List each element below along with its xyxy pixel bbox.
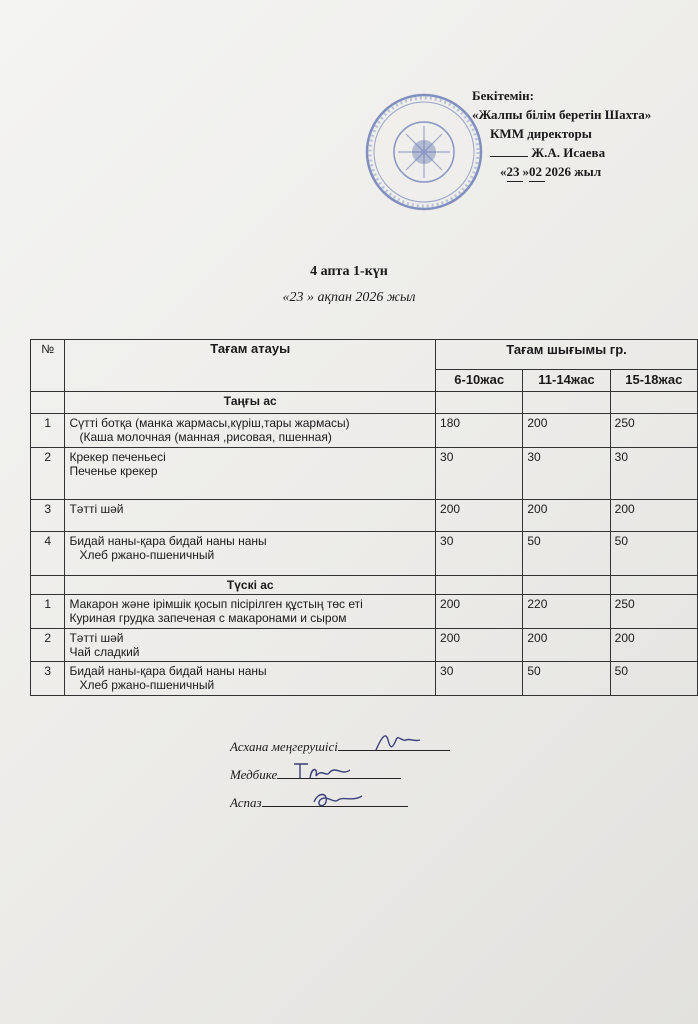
approval-date-year: 2026 жыл	[545, 164, 602, 179]
signature-label-nurse: Медбике	[230, 767, 278, 782]
signature-label-manager: Асхана меңгерушісі	[230, 739, 338, 754]
approval-director-name: Ж.А. Исаева	[531, 145, 606, 160]
approval-block	[472, 86, 651, 182]
table-row: 3 Тәтті шәй 200 200 200	[31, 500, 698, 532]
table-row: 4 Бидай наны-қара бидай наны наны Хлеб ржано-пшеничный 30 50 50	[31, 532, 698, 576]
approval-director-line	[472, 143, 651, 162]
age-group-header: 15-18жас	[610, 370, 697, 392]
approval-school: «Жалпы білім беретін Шахта»	[472, 107, 652, 122]
menu-table	[30, 339, 698, 696]
approval-date-day: 23	[507, 162, 523, 182]
table-row: 1 Сүтті ботқа (манка жармасы,күріш,тары жармасы) (Каша молочная (манная ,рисовая, пшенная) 180 200 250	[31, 414, 698, 448]
col-header-yield: Тағам шығымы гр.	[436, 340, 698, 370]
date-title: «23 » ақпан 2026 жыл	[282, 290, 416, 305]
signature-label-cook: Аспаз	[230, 795, 262, 810]
handwritten-signature	[308, 784, 368, 812]
age-group-header: 11-14жас	[523, 370, 610, 392]
handwritten-signature	[372, 728, 422, 756]
meal-title-breakfast: Таңғы ас	[65, 392, 436, 414]
approval-date-line: «23 »02 2026 жыл	[472, 162, 651, 182]
table-row: 1 Макарон және ірімшік қосып пісірілген құстың төс еті Куриная грудка запеченая с макаронами и сыром 200 220 250	[31, 595, 698, 629]
table-row: 3 Бидай наны-қара бидай наны наны Хлеб ржано-пшеничный 30 50 50	[31, 662, 698, 696]
signatures-block	[230, 738, 450, 822]
signature-line	[490, 156, 528, 157]
meal-title-lunch: Түскі ас	[65, 576, 436, 595]
day-title: 4 апта 1-күн	[310, 264, 388, 279]
col-header-name: Тағам атауы	[65, 340, 436, 392]
official-seal-stamp	[364, 92, 484, 212]
handwritten-signature	[290, 756, 360, 784]
table-row: 2 Тәтті шәй Чай сладкий 200 200 200	[31, 629, 698, 662]
approval-heading: Бекітемін:	[472, 88, 534, 103]
table-row: 2 Крекер печеньесі Печенье крекер 30 30 30	[31, 448, 698, 500]
age-group-header: 6-10жас	[436, 370, 523, 392]
signature-row-cook	[230, 794, 450, 822]
col-header-num: №	[31, 340, 65, 392]
approval-date-month: 02	[529, 162, 545, 182]
approval-position: КММ директоры	[490, 126, 592, 141]
